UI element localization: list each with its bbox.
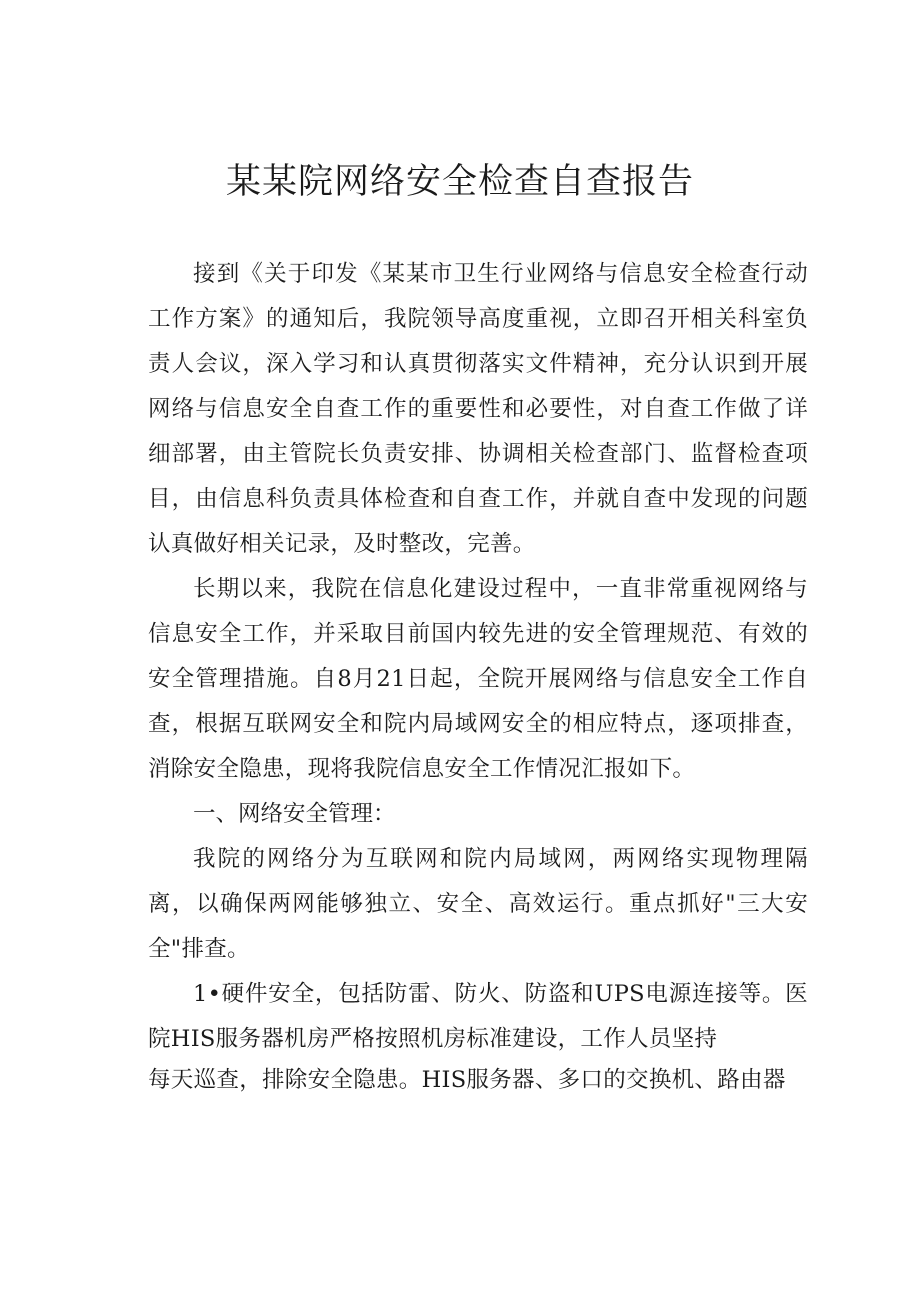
paragraph-hardware-security: 1•硬件安全，包括防雷、防火、防盗和UPS电源连接等。医院HIS服务器机房严格按照机房标准建设，工作人员坚持 <box>148 981 808 1052</box>
paragraph-background: 长期以来，我院在信息化建设过程中，一直非常重视网络与信息安全工作，并采取目前国内较先进的安全管理规范、有效的安全管理措施。自8月21日起，全院开展网络与信息安全工作自查，根据互联网安全和院内局域网安全的相应特点，逐项排查，消除安全隐患，现将我院信息安全工作情况汇报如下。 <box>148 576 808 782</box>
document-title: 某某院网络安全检查自查报告 <box>225 162 694 202</box>
section-heading-network-security: 一、网络安全管理： <box>193 801 396 827</box>
paragraph-network-overview: 我院的网络分为互联网和院内局域网，两网络实现物理隔离，以确保两网能够独立、安全、高效运行。重点抓好"三大安全"排查。 <box>148 846 808 962</box>
paragraph-continued: 每天巡查，排除安全隐患。HIS服务器、多口的交换机、路由器 <box>148 1067 786 1093</box>
paragraph-intro: 接到《关于印发《某某市卫生行业网络与信息安全检查行动工作方案》的通知后，我院领导高度重视，立即召开相关科室负责人会议，深入学习和认真贯彻落实文件精神，充分认识到开展网络与信息安全自查工作的重要性和必要性，对自查工作做了详细部署，由主管院长负责安排、协调相关检查部门、监督检查项目，由信息科负责具体检查和自查工作，并就自查中发现的问题认真做好相关记录，及时整改，完善。 <box>148 261 808 557</box>
document-body <box>148 252 808 1062</box>
